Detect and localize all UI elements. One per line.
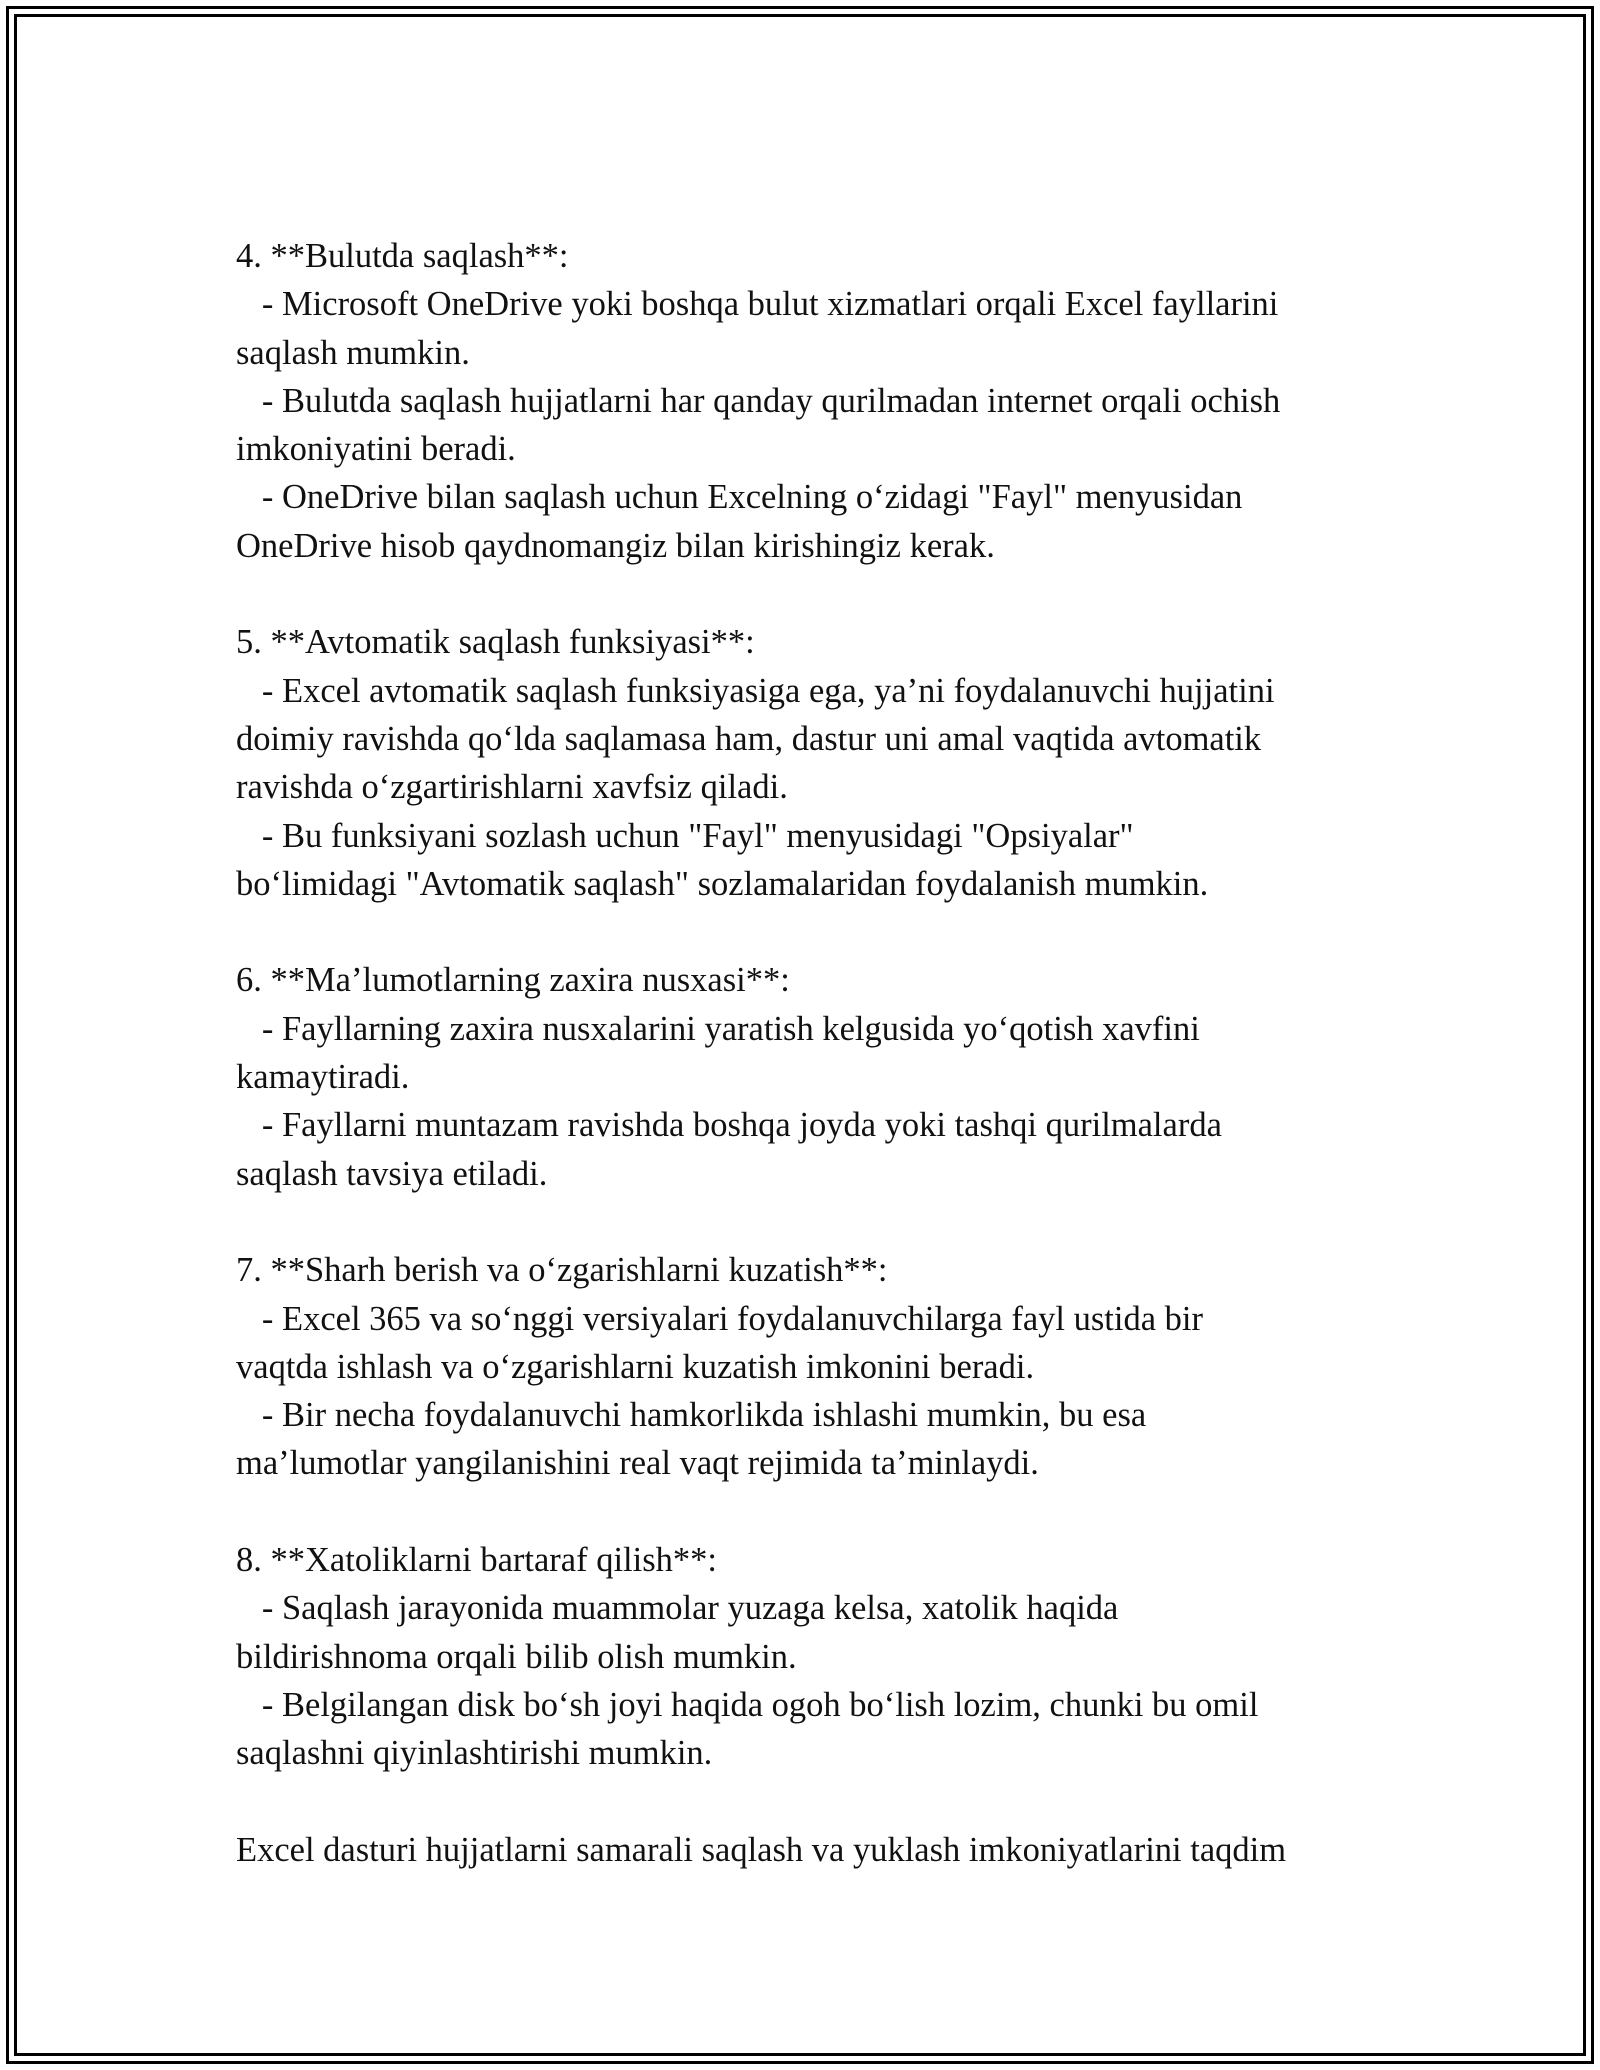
text-line: bildirishnoma orqali bilib olish mumkin. bbox=[236, 1637, 797, 1676]
text-line: - Microsoft OneDrive yoki boshqa bulut xizmatlari orqali Excel fayllarini bbox=[236, 285, 1279, 324]
text-line: kamaytiradi. bbox=[236, 1058, 410, 1097]
text-line: - Excel avtomatik saqlash funksiyasiga ega, ya’ni foydalanuvchi hujjatini bbox=[236, 671, 1275, 710]
section-avtomatik-saqlash bbox=[236, 618, 1376, 908]
text-line: ma’lumotlar yangilanishini real vaqt rejimida ta’minlaydi. bbox=[236, 1444, 1039, 1483]
section-heading: 7. **Sharh berish va o‘zgarishlarni kuzatish**: bbox=[236, 1251, 888, 1290]
section-zaxira-nusxasi bbox=[236, 956, 1376, 1197]
text-line: bo‘limidagi "Avtomatik saqlash" sozlamalaridan foydalanish mumkin. bbox=[236, 864, 1209, 903]
text-line: vaqtda ishlash va o‘zgarishlarni kuzatish imkonini beradi. bbox=[236, 1347, 1035, 1386]
section-xatoliklar bbox=[236, 1536, 1376, 1777]
section-sharh-berish bbox=[236, 1246, 1376, 1487]
text-line: imkoniyatini beradi. bbox=[236, 430, 516, 469]
text-line: saqlashni qiyinlashtirishi mumkin. bbox=[236, 1734, 713, 1773]
paragraph-spacer bbox=[236, 1198, 1376, 1246]
text-line: - Bu funksiyani sozlash uchun "Fayl" menyusidagi "Opsiyalar" bbox=[236, 816, 1134, 855]
text-line: - Bir necha foydalanuvchi hamkorlikda ishlashi mumkin, bu esa bbox=[236, 1396, 1147, 1435]
text-line: saqlash tavsiya etiladi. bbox=[236, 1154, 548, 1193]
section-heading: 4. **Bulutda saqlash**: bbox=[236, 237, 569, 275]
text-line: - Fayllarning zaxira nusxalarini yaratish kelgusida yo‘qotish xavfini bbox=[236, 1009, 1200, 1048]
text-line: - Excel 365 va so‘nggi versiyalari foydalanuvchilarga fayl ustida bir bbox=[236, 1299, 1203, 1338]
text-line: ravishda o‘zgartirishlarni xavfsiz qiladi. bbox=[236, 768, 788, 807]
paragraph-spacer bbox=[236, 1488, 1376, 1536]
text-line: doimiy ravishda qo‘lda saqlamasa ham, dastur uni amal vaqtida avtomatik bbox=[236, 719, 1262, 758]
paragraph-spacer bbox=[236, 570, 1376, 618]
section-bulutda-saqlash bbox=[236, 232, 1376, 570]
text-line: - Saqlash jarayonida muammolar yuzaga kelsa, xatolik haqida bbox=[236, 1589, 1119, 1628]
text-line: Excel dasturi hujjatlarni samarali saqlash va yuklash imkoniyatlarini taqdim bbox=[236, 1830, 1287, 1869]
paragraph-spacer bbox=[236, 1778, 1376, 1826]
section-heading: 8. **Xatoliklarni bartaraf qilish**: bbox=[236, 1541, 717, 1580]
text-line: saqlash mumkin. bbox=[236, 333, 470, 372]
paragraph-spacer bbox=[236, 908, 1376, 956]
text-line: - Bulutda saqlash hujjatlarni har qanday qurilmadan internet orqali ochish bbox=[236, 381, 1281, 420]
closing-paragraph bbox=[236, 1826, 1376, 1874]
section-heading: 6. **Ma’lumotlarning zaxira nusxasi**: bbox=[236, 961, 790, 1000]
section-heading: 5. **Avtomatik saqlash funksiyasi**: bbox=[236, 623, 755, 662]
text-line: - Fayllarni muntazam ravishda boshqa joyda yoki tashqi qurilmalarda bbox=[236, 1106, 1222, 1145]
text-line: - Belgilangan disk bo‘sh joyi haqida ogoh bo‘lish lozim, chunki bu omil bbox=[236, 1685, 1259, 1724]
text-line: OneDrive hisob qaydnomangiz bilan kirishingiz kerak. bbox=[236, 526, 995, 565]
document-body bbox=[236, 232, 1376, 1874]
text-line: - OneDrive bilan saqlash uchun Excelning o‘zidagi "Fayl" menyusidan bbox=[236, 478, 1243, 517]
